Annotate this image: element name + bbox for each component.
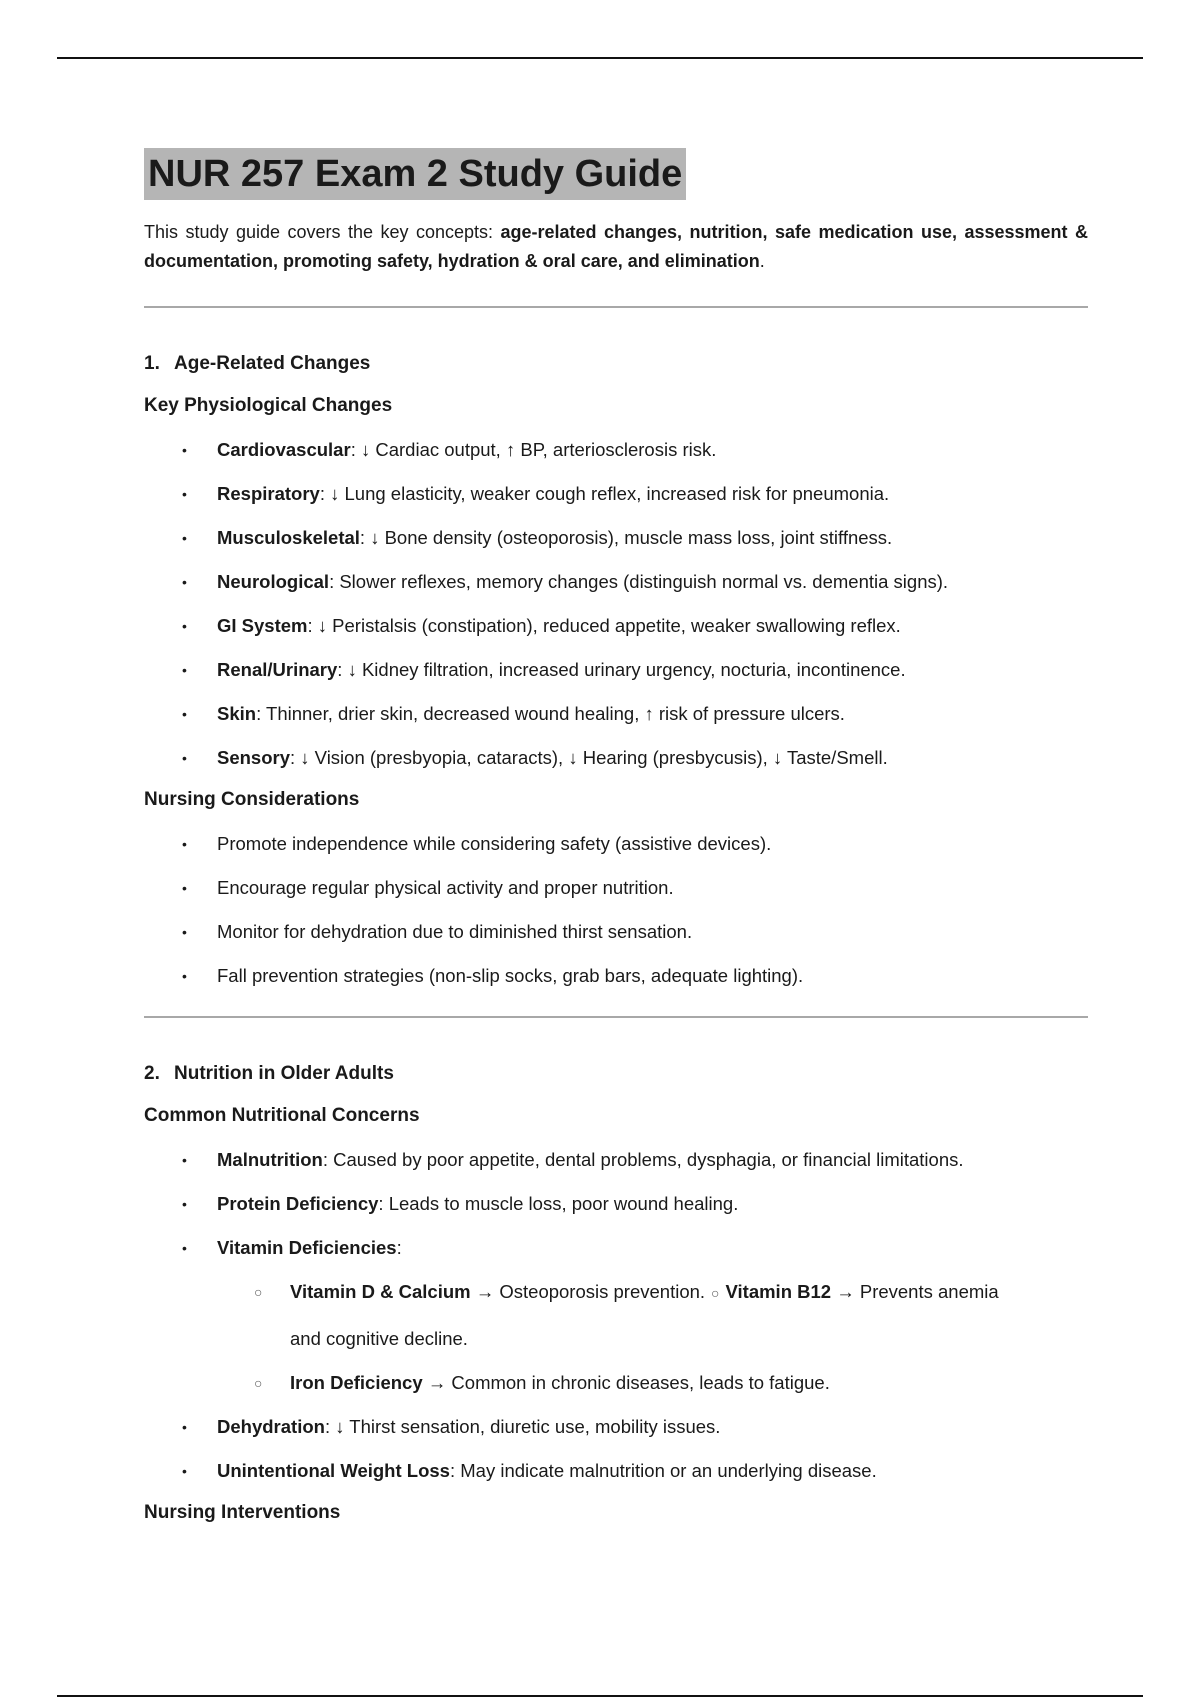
item-term: Protein Deficiency — [217, 1193, 379, 1214]
item-text: : ↓ Thirst sensation, diuretic use, mobility issues. — [324, 1416, 721, 1437]
bullet-glyph: • — [182, 836, 187, 852]
section-2-title: Nutrition in Older Adults — [174, 1063, 394, 1084]
item-text: Encourage regular physical activity and proper nutrition. — [217, 877, 674, 898]
bullet-glyph: • — [182, 1419, 187, 1435]
sub-list-item — [144, 1280, 1088, 1351]
intro-lead: This study guide covers the key concepts: — [144, 222, 501, 242]
list-item — [144, 570, 1088, 594]
item-text: : ↓ Kidney filtration, increased urinary urgency, nocturia, incontinence. — [337, 659, 906, 680]
item-text: : Caused by poor appetite, dental problems, dysphagia, or financial limitations. — [322, 1149, 964, 1170]
nursing-interventions-heading: Nursing Interventions — [144, 1502, 341, 1523]
item-text: Fall prevention strategies (non-slip socks, grab bars, adequate lighting). — [217, 965, 804, 986]
nutritional-concerns-list-continued — [144, 1415, 1088, 1483]
section-divider — [144, 306, 1088, 308]
item-text: : Leads to muscle loss, poor wound healing. — [378, 1193, 739, 1214]
section-divider — [144, 1016, 1088, 1018]
list-item — [144, 920, 1088, 944]
nursing-considerations-list — [144, 832, 1088, 988]
section-1-number: 1. — [144, 353, 160, 374]
section-2-heading — [144, 1062, 1088, 1086]
circle-bullet-glyph: ○ — [254, 1375, 263, 1391]
section-1-title: Age-Related Changes — [174, 353, 371, 374]
item-term: Musculoskeletal — [217, 527, 360, 548]
item-text: Monitor for dehydration due to diminished thirst sensation. — [217, 921, 693, 942]
section-2-number: 2. — [144, 1063, 160, 1084]
list-item — [144, 1148, 1088, 1172]
item-term: Iron Deficiency — [290, 1372, 423, 1393]
item-term: Respiratory — [217, 483, 320, 504]
page-top-rule — [57, 57, 1143, 59]
intro-topics: age-related changes, nutrition, safe medication use, assessment & documentation, promoting safety, hydration & oral care, and elimination — [144, 222, 1089, 271]
circle-bullet-glyph: ○ — [711, 1285, 720, 1301]
list-item — [144, 614, 1088, 638]
list-item — [144, 1459, 1088, 1483]
bullet-glyph: • — [182, 924, 187, 940]
item-term: Neurological — [217, 571, 330, 592]
item-text: : ↓ Cardiac output, ↑ BP, arteriosclerosis risk. — [350, 439, 717, 460]
bullet-glyph: • — [182, 706, 187, 722]
circle-bullet-glyph: ○ — [254, 1284, 263, 1300]
physiological-changes-list — [144, 438, 1088, 770]
list-item — [144, 702, 1088, 726]
item-term: Vitamin B12 — [725, 1281, 832, 1302]
page-bottom-rule — [57, 1695, 1143, 1697]
list-item — [144, 658, 1088, 682]
bullet-glyph: • — [182, 1196, 187, 1212]
list-item — [144, 1415, 1088, 1439]
sub-list-item — [144, 1371, 1088, 1395]
item-term: Unintentional Weight Loss — [217, 1460, 450, 1481]
item-term: Sensory — [217, 747, 291, 768]
section-1-heading — [144, 352, 1088, 376]
item-term: Malnutrition — [217, 1149, 323, 1170]
item-term: Vitamin D & Calcium — [290, 1281, 471, 1302]
nursing-considerations-heading: Nursing Considerations — [144, 789, 360, 810]
item-term: Dehydration — [217, 1416, 325, 1437]
key-physiological-changes-heading: Key Physiological Changes — [144, 395, 393, 416]
item-text: : ↓ Peristalsis (constipation), reduced appetite, weaker swallowing reflex. — [307, 615, 901, 636]
item-text: Promote independence while considering safety (assistive devices). — [217, 833, 772, 854]
item-text: : ↓ Bone density (osteoporosis), muscle mass loss, joint stiffness. — [359, 527, 893, 548]
list-item — [144, 832, 1088, 856]
bullet-glyph: • — [182, 968, 187, 984]
item-text: → Prevents anemia — [831, 1281, 999, 1302]
item-text: → Common in chronic diseases, leads to fatigue. — [422, 1372, 830, 1393]
bullet-glyph: • — [182, 880, 187, 896]
list-item — [144, 482, 1088, 506]
item-text: : ↓ Vision (presbyopia, cataracts), ↓ Hearing (presbycusis), ↓ Taste/Smell. — [290, 747, 888, 768]
list-item — [144, 1192, 1088, 1216]
intro-paragraph — [144, 218, 1088, 276]
list-item — [144, 1236, 1088, 1260]
list-item — [144, 746, 1088, 770]
common-nutritional-concerns-heading: Common Nutritional Concerns — [144, 1105, 420, 1126]
item-text: : Slower reflexes, memory changes (distinguish normal vs. dementia signs). — [329, 571, 949, 592]
bullet-glyph: • — [182, 1240, 187, 1256]
item-text: : Thinner, drier skin, decreased wound healing, ↑ risk of pressure ulcers. — [256, 703, 845, 724]
bullet-glyph: • — [182, 530, 187, 546]
document-body — [144, 148, 1088, 1525]
bullet-glyph: • — [182, 1463, 187, 1479]
bullet-glyph: • — [182, 574, 187, 590]
item-text: : May indicate malnutrition or an underlying disease. — [449, 1460, 877, 1481]
list-item — [144, 876, 1088, 900]
bullet-glyph: • — [182, 1152, 187, 1168]
item-text: → Osteoporosis prevention. — [470, 1281, 706, 1302]
bullet-glyph: • — [182, 442, 187, 458]
intro-end: . — [759, 251, 765, 271]
list-item — [144, 526, 1088, 550]
item-term: GI System — [217, 615, 308, 636]
item-text-continuation: and cognitive decline. — [290, 1328, 468, 1349]
bullet-glyph: • — [182, 662, 187, 678]
item-term: Skin — [217, 703, 257, 724]
nutritional-concerns-list — [144, 1148, 1088, 1260]
list-item — [144, 964, 1088, 988]
item-term: Renal/Urinary — [217, 659, 338, 680]
list-item — [144, 438, 1088, 462]
item-text: : — [396, 1237, 402, 1258]
item-text: : ↓ Lung elasticity, weaker cough reflex, increased risk for pneumonia. — [319, 483, 890, 504]
vitamin-sublist — [144, 1280, 1088, 1395]
bullet-glyph: • — [182, 750, 187, 766]
item-term: Cardiovascular — [217, 439, 351, 460]
bullet-glyph: • — [182, 486, 187, 502]
bullet-glyph: • — [182, 618, 187, 634]
document-title: NUR 257 Exam 2 Study Guide — [144, 148, 686, 200]
item-term: Vitamin Deficiencies — [217, 1237, 397, 1258]
